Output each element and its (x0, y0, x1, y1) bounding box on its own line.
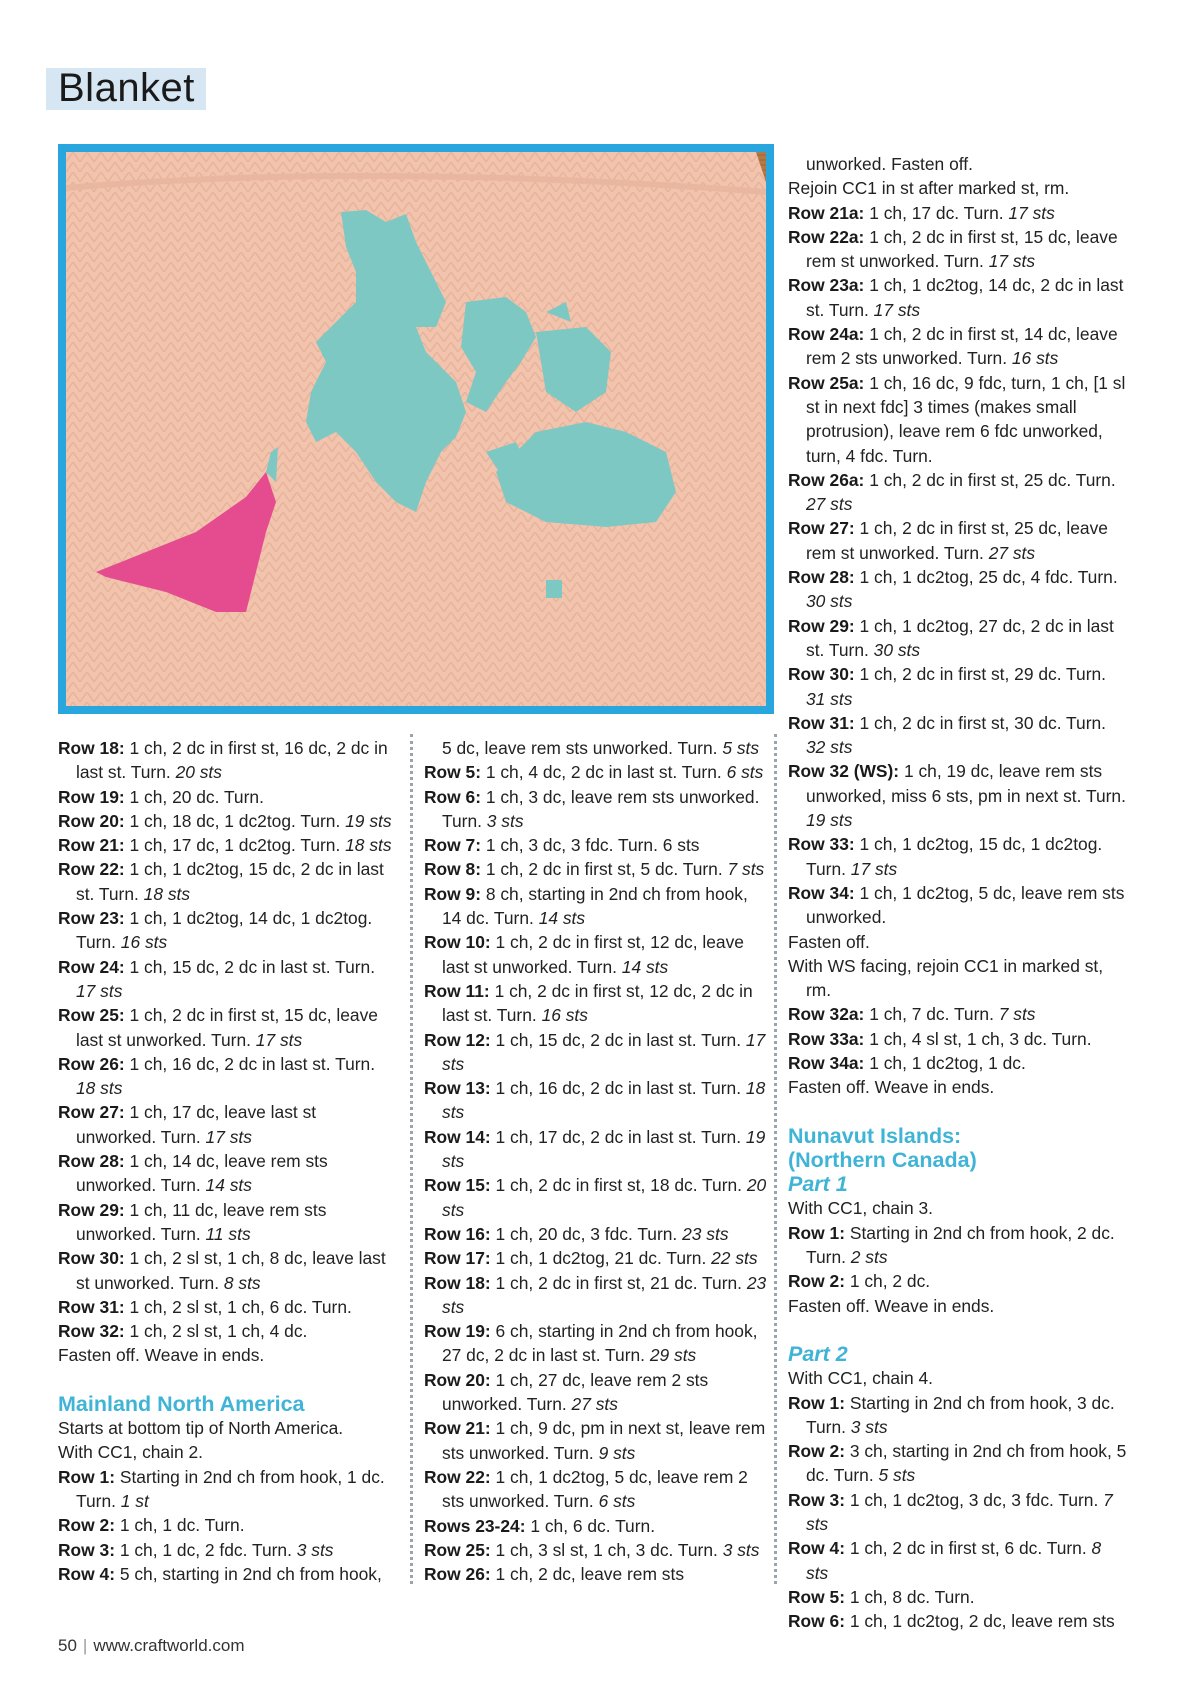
instruction-row (788, 1439, 1128, 1488)
fasten-text: Fasten off. Weave in ends. (788, 1295, 995, 1316)
intro-text: With CC1, chain 3. (788, 1198, 933, 1219)
stitch-count: 17 sts (988, 251, 1036, 272)
row-text: 1 ch, 18 dc, 1 dc2tog. Turn. (129, 810, 341, 831)
row-label: Row 30: (788, 664, 855, 685)
row-label: Row 27: (788, 518, 855, 539)
row-label: Row 19: (58, 786, 125, 807)
row-text: 1 ch, 2 dc in first st, 14 dc, leave rem 2 sts unworked. Turn. (806, 324, 1118, 369)
stitch-count: 18 sts (442, 1078, 766, 1123)
page-title: Blanket (58, 66, 195, 110)
instruction-row (58, 1538, 398, 1562)
row-text: 1 ch, 1 dc2tog, 27 dc, 2 dc in last st. Turn. (806, 615, 1114, 660)
row-label: Row 32: (58, 1321, 125, 1342)
instruction-row (788, 371, 1128, 468)
row-text: 1 ch, 4 sl st, 1 ch, 3 dc. Turn. (869, 1028, 1092, 1049)
stitch-count: 20 sts (175, 762, 222, 783)
stitch-count: 30 sts (873, 639, 921, 660)
instruction-row (58, 857, 398, 906)
row-label: Row 11: (424, 980, 490, 1001)
column-2 (424, 736, 768, 1586)
row-text: 3 ch, starting in 2nd ch from hook, 5 dc. Turn. (806, 1441, 1127, 1486)
row-text: 1 ch, 16 dc, 2 dc in last st. Turn. (129, 1053, 376, 1074)
row-label: Row 27: (58, 1102, 125, 1123)
row-label: Row 26: (58, 1053, 125, 1074)
row-text: 1 ch, 1 dc2tog, 2 dc, leave rem sts (849, 1611, 1115, 1632)
row-label: Row 30: (58, 1248, 125, 1269)
instruction-row (58, 1465, 398, 1514)
row-text: 1 ch, 1 dc2tog, 15 dc, 2 dc in last st. Turn. (76, 859, 384, 904)
row-label: Row 18: (58, 738, 125, 758)
row-text: 1 ch, 17 dc, 2 dc in last st. Turn. (495, 1126, 742, 1147)
continuation-text: 5 dc, leave rem sts unworked. Turn. 5 sts (442, 738, 760, 758)
instruction-row (424, 1538, 768, 1562)
stitch-count: 3 sts (722, 1539, 760, 1560)
row-label: Row 12: (424, 1029, 491, 1050)
row-text: 1 ch, 3 dc, 3 fdc. Turn. 6 sts (485, 835, 700, 856)
row-label: Row 20: (58, 810, 125, 831)
row-text: 1 ch, 2 dc in first st, 16 dc, 2 dc in last st. Turn. (76, 738, 388, 783)
row-text: 1 ch, 2 dc. (849, 1271, 931, 1292)
row-label: Row 22a: (788, 226, 865, 247)
column-divider (410, 734, 413, 1584)
rejoin-text: Rejoin CC1 in st after marked st, rm. (788, 178, 1070, 199)
instruction-row (788, 1051, 1128, 1075)
row-text: 1 ch, 1 dc2tog, 21 dc. Turn. (495, 1248, 707, 1269)
row-label: Row 15: (424, 1175, 491, 1196)
row-label: Row 7: (424, 835, 482, 856)
row-label: Row 2: (788, 1271, 846, 1292)
row-text: 1 ch, 17 dc, 1 dc2tog. Turn. (129, 835, 341, 856)
stitch-count: 18 sts (76, 1078, 123, 1099)
column-divider (774, 734, 777, 1584)
row-text: 8 ch, starting in 2nd ch from hook, 14 dc. Turn. (442, 883, 748, 929)
row-label: Row 23: (58, 908, 125, 929)
part-1-heading: Part 1 (788, 1172, 848, 1197)
row-text: 1 ch, 2 dc, leave rem sts (495, 1564, 685, 1585)
instruction-row (58, 1319, 398, 1343)
instruction-row (58, 906, 398, 955)
row-label: Row 1: (788, 1392, 846, 1413)
row-text: 1 ch, 1 dc2tog, 5 dc, leave rem 2 sts unworked. Turn. (442, 1466, 748, 1512)
instruction-row (58, 1295, 398, 1319)
stitch-count: 3 sts (486, 810, 524, 831)
row-label: Row 34: (788, 882, 855, 903)
instruction-row (788, 1585, 1128, 1609)
row-label: Row 10: (424, 932, 491, 953)
row-label: Row 18: (424, 1272, 491, 1293)
row-label: Row 2: (58, 1515, 116, 1536)
row-label: Row 16: (424, 1223, 491, 1244)
row-text: 1 ch, 17 dc, leave last st unworked. Turn. (76, 1102, 317, 1147)
section-nunavut-sub: (Northern Canada) (788, 1147, 977, 1172)
instruction-row (788, 614, 1128, 663)
instruction-row (424, 1028, 768, 1077)
row-text: 1 ch, 2 sl st, 1 ch, 6 dc. Turn. (129, 1296, 352, 1317)
row-text: Starting in 2nd ch from hook, 1 dc. Turn. (76, 1466, 385, 1511)
row-label: Row 4: (788, 1538, 846, 1559)
instruction-row (58, 1052, 398, 1101)
section-nunavut: Nunavut Islands: (788, 1123, 962, 1148)
row-text: 1 ch, 3 dc, leave rem sts unworked. Turn. (442, 786, 760, 831)
stitch-count: 17 sts (850, 858, 898, 879)
intro-text: With CC1, chain 2. (58, 1442, 203, 1463)
instruction-row (424, 833, 768, 857)
instruction-row (424, 1562, 768, 1586)
instruction-row (788, 273, 1128, 322)
row-label: Row 33a: (788, 1028, 865, 1049)
row-text: 1 ch, 16 dc, 9 fdc, turn, 1 ch, [1 sl st in next fdc] 3 times (makes small protrusion), leave rem 6 fdc unworked, turn, 4 fdc. Turn. (806, 372, 1126, 466)
stitch-count: 17 sts (442, 1029, 766, 1074)
instruction-row (424, 760, 768, 784)
row-label: Row 17: (424, 1248, 491, 1269)
instruction-row (424, 979, 768, 1028)
row-label: Row 23a: (788, 275, 865, 296)
row-label: Row 29: (58, 1199, 125, 1220)
instruction-row (424, 1416, 768, 1465)
stitch-count: 14 sts (621, 956, 669, 977)
instruction-row (788, 1488, 1128, 1537)
column-1 (58, 736, 398, 1586)
stitch-count: 18 sts (143, 883, 191, 904)
fasten-text: Fasten off. Weave in ends. (58, 1345, 265, 1366)
instruction-row (788, 1536, 1128, 1585)
row-label: Rows 23-24: (424, 1515, 526, 1536)
row-label: Row 1: (58, 1466, 116, 1487)
instruction-row (424, 1246, 768, 1270)
intro-text: Starts at bottom tip of North America. (58, 1418, 344, 1439)
instruction-row (58, 1003, 398, 1052)
row-label: Row 22: (58, 859, 125, 880)
row-text: 1 ch, 14 dc, leave rem sts unworked. Turn. (76, 1151, 328, 1196)
section-mainland: Mainland North America (58, 1391, 305, 1416)
stitch-count: 6 sts (598, 1491, 636, 1512)
instruction-row (788, 1027, 1128, 1051)
stitch-count: 7 sts (727, 859, 765, 880)
stitch-count: 23 sts (682, 1223, 729, 1244)
row-text: 1 ch, 2 dc in first st, 29 dc. Turn. (859, 664, 1107, 685)
instruction-row (58, 955, 398, 1004)
instruction-row (58, 1562, 398, 1586)
row-label: Row 28: (58, 1151, 125, 1172)
instruction-row (788, 1609, 1128, 1633)
instruction-row (424, 1076, 768, 1125)
stitch-count: 17 sts (205, 1126, 252, 1147)
stitch-count: 11 sts (205, 1223, 251, 1244)
stitch-count: 8 sts (806, 1538, 1102, 1583)
instruction-row (788, 1391, 1128, 1440)
instruction-row (58, 1246, 398, 1295)
page-number: 50 (58, 1636, 77, 1655)
row-label: Row 20: (424, 1369, 491, 1390)
instruction-row (788, 322, 1128, 371)
stitch-count: 16 sts (120, 932, 168, 953)
stitch-count: 16 sts (1011, 348, 1059, 369)
instruction-row (788, 1002, 1128, 1026)
instruction-row (58, 1149, 398, 1198)
stitch-count: 31 sts (806, 688, 853, 709)
row-label: Row 28: (788, 567, 855, 588)
blanket-photo (66, 152, 766, 706)
stitch-count: 8 sts (223, 1272, 261, 1293)
stitch-count: 14 sts (538, 908, 586, 929)
instruction-row (424, 857, 768, 881)
instruction-row (424, 1514, 768, 1538)
instruction-row (58, 1198, 398, 1247)
stitch-count: 22 sts (711, 1248, 758, 1269)
stitch-count: 27 sts (806, 494, 853, 515)
row-label: Row 13: (424, 1078, 491, 1099)
row-label: Row 3: (58, 1539, 116, 1560)
stitch-count: 9 sts (598, 1442, 636, 1463)
stitch-count: 17 sts (873, 299, 921, 320)
row-label: Row 32a: (788, 1004, 865, 1025)
instruction-row (424, 1319, 768, 1368)
row-text: 1 ch, 2 sl st, 1 ch, 4 dc. (129, 1321, 308, 1342)
stitch-count: 16 sts (541, 1005, 588, 1026)
page-footer: 50 | www.craftworld.com (58, 1636, 245, 1655)
stitch-count: 14 sts (205, 1175, 252, 1196)
row-text: Starting in 2nd ch from hook, 3 dc. Turn. (806, 1392, 1115, 1437)
row-text: 1 ch, 1 dc, 2 fdc. Turn. (119, 1539, 292, 1560)
row-text: 1 ch, 11 dc, leave rem sts unworked. Turn. (76, 1199, 327, 1244)
row-text: 1 ch, 1 dc2tog, 5 dc, leave rem sts unworked. (806, 882, 1125, 928)
instruction-row (58, 809, 398, 833)
row-label: Row 21: (58, 835, 125, 856)
fasten-text: Fasten off. Weave in ends. (788, 1077, 995, 1098)
row-text: 1 ch, 27 dc, leave rem 2 sts unworked. Turn. (442, 1369, 709, 1415)
instruction-row (788, 711, 1128, 760)
row-text: 1 ch, 1 dc2tog, 3 dc, 3 fdc. Turn. (849, 1489, 1099, 1510)
ws-text: With WS facing, rejoin CC1 in marked st, rm. (788, 955, 1104, 1001)
instruction-row (424, 1222, 768, 1246)
row-label: Row 34a: (788, 1052, 865, 1073)
row-label: Row 29: (788, 615, 855, 636)
stitch-count: 27 sts (571, 1394, 618, 1415)
instruction-row (788, 201, 1128, 225)
row-text: 1 ch, 3 sl st, 1 ch, 3 dc. Turn. (495, 1539, 718, 1560)
instruction-row (788, 516, 1128, 565)
row-label: Row 6: (788, 1611, 846, 1632)
row-label: Row 19: (424, 1321, 491, 1342)
row-label: Row 4: (58, 1563, 116, 1584)
row-label: Row 25: (58, 1005, 125, 1026)
row-text: 1 ch, 2 dc in first st, 12 dc, 2 dc in last st. Turn. (442, 980, 753, 1026)
row-label: Row 32 (WS): (788, 761, 900, 782)
instruction-row (58, 1513, 398, 1537)
stitch-count: 19 sts (442, 1126, 766, 1172)
row-label: Row 24: (58, 956, 125, 977)
instruction-row (58, 736, 398, 785)
row-text: 1 ch, 9 dc, pm in next st, leave rem sts unworked. Turn. (442, 1418, 766, 1463)
fasten-text: Fasten off. (788, 931, 870, 952)
row-text: 1 ch, 2 dc in first st, 15 dc, leave rem st unworked. Turn. (806, 226, 1118, 272)
row-text: 1 ch, 4 dc, 2 dc in last st. Turn. (485, 762, 722, 783)
stitch-count: 3 sts (850, 1416, 888, 1437)
stitch-count: 17 sts (76, 980, 123, 1001)
row-label: Row 21a: (788, 202, 865, 223)
row-text: 1 ch, 2 dc in first st, 25 dc, leave rem st unworked. Turn. (806, 518, 1108, 563)
row-label: Row 25a: (788, 372, 865, 393)
row-text: 1 ch, 2 dc in first st, 15 dc, leave last st unworked. Turn. (76, 1005, 378, 1050)
stitch-count: 7 sts (998, 1004, 1036, 1025)
row-text: 1 ch, 19 dc, leave rem sts unworked, miss 6 sts, pm in next st. Turn. (806, 761, 1126, 806)
stitch-count: 20 sts (442, 1175, 767, 1220)
row-label: Row 5: (424, 762, 482, 783)
column-3 (788, 152, 1128, 1634)
row-text: 1 ch, 2 dc in first st, 12 dc, leave last st unworked. Turn. (442, 932, 744, 977)
row-label: Row 26: (424, 1564, 491, 1585)
website-link[interactable]: www.craftworld.com (93, 1636, 245, 1655)
row-text: 1 ch, 2 dc in first st, 25 dc. Turn. (869, 469, 1116, 490)
row-label: Row 33: (788, 834, 855, 855)
row-text: 1 ch, 2 dc in first st, 5 dc. Turn. (485, 859, 723, 880)
instruction-row (788, 759, 1128, 832)
instruction-row (424, 930, 768, 979)
instruction-row (58, 833, 398, 857)
instruction-row (424, 1465, 768, 1514)
row-label: Row 24a: (788, 324, 865, 345)
row-text: 1 ch, 2 dc in first st, 30 dc. Turn. (859, 712, 1107, 733)
row-text: 1 ch, 8 dc. Turn. (849, 1586, 975, 1607)
row-text: 6 ch, starting in 2nd ch from hook, 27 dc, 2 dc in last st. Turn. (442, 1321, 758, 1366)
row-text: 1 ch, 1 dc2tog, 14 dc, 1 dc2tog. Turn. (76, 908, 373, 953)
row-text: 1 ch, 2 dc in first st, 21 dc. Turn. (495, 1272, 743, 1293)
row-label: Row 21: (424, 1418, 491, 1439)
row-label: Row 25: (424, 1539, 491, 1560)
stitch-count: 18 sts (345, 835, 392, 856)
instruction-row (424, 785, 768, 834)
instruction-row (788, 881, 1128, 930)
row-text: 1 ch, 15 dc, 2 dc in last st. Turn. (495, 1029, 742, 1050)
row-text: 1 ch, 20 dc. Turn. (129, 786, 264, 807)
row-label: Row 22: (424, 1466, 491, 1487)
row-text: 5 ch, starting in 2nd ch from hook, (119, 1563, 382, 1584)
instruction-row (424, 1173, 768, 1222)
row-text: 1 ch, 1 dc2tog, 1 dc. (869, 1052, 1026, 1073)
stitch-count: 23 sts (442, 1272, 767, 1317)
row-label: Row 26a: (788, 469, 865, 490)
instruction-row (788, 662, 1128, 711)
instruction-row (788, 1269, 1128, 1293)
row-label: Row 3: (788, 1489, 846, 1510)
row-text: 1 ch, 2 dc in first st, 18 dc. Turn. (495, 1175, 743, 1196)
row-text: 1 ch, 20 dc, 3 fdc. Turn. (495, 1223, 678, 1244)
stitch-count: 3 sts (296, 1539, 334, 1560)
row-text: 1 ch, 16 dc, 2 dc in last st. Turn. (495, 1078, 742, 1099)
stitch-count: 29 sts (649, 1345, 697, 1366)
row-text: 1 ch, 1 dc2tog, 15 dc, 1 dc2tog. Turn. (806, 834, 1103, 879)
instruction-row (424, 882, 768, 931)
continuation-text: unworked. Fasten off. (806, 154, 973, 174)
row-text: 1 ch, 7 dc. Turn. (869, 1004, 994, 1025)
stitch-count: 5 sts (878, 1465, 916, 1486)
stitch-count: 17 sts (1008, 202, 1055, 223)
row-label: Row 8: (424, 859, 482, 880)
instruction-row (788, 832, 1128, 881)
row-label: Row 6: (424, 786, 482, 807)
stitch-count: 2 sts (850, 1247, 888, 1268)
row-text: 1 ch, 2 sl st, 1 ch, 8 dc, leave last st unworked. Turn. (76, 1248, 386, 1293)
row-text: 1 ch, 6 dc. Turn. (530, 1515, 656, 1536)
stitch-count: 6 sts (726, 762, 764, 783)
stitch-count: 32 sts (806, 737, 853, 758)
stitch-count: 27 sts (988, 542, 1036, 563)
stitch-count: 7 sts (806, 1489, 1113, 1535)
instruction-row (424, 1125, 768, 1174)
row-label: Row 9: (424, 883, 482, 904)
row-text: 1 ch, 17 dc. Turn. (869, 202, 1004, 223)
row-label: Row 31: (58, 1296, 125, 1317)
stitch-count: 30 sts (806, 591, 853, 612)
row-label: Row 1: (788, 1222, 846, 1243)
row-label: Row 14: (424, 1126, 491, 1147)
row-text: 1 ch, 1 dc2tog, 25 dc, 4 fdc. Turn. (859, 567, 1118, 588)
row-text: 1 ch, 1 dc. Turn. (119, 1515, 245, 1536)
part-2-heading: Part 2 (788, 1341, 848, 1366)
instruction-row (788, 565, 1128, 614)
instruction-row (58, 785, 398, 809)
row-text: 1 ch, 2 dc in first st, 6 dc. Turn. (849, 1538, 1087, 1559)
row-text: 1 ch, 15 dc, 2 dc in last st. Turn. (129, 956, 376, 977)
stitch-count: 1 st (120, 1490, 149, 1511)
instruction-row (424, 1368, 768, 1417)
instruction-row (788, 1221, 1128, 1270)
instruction-row (788, 225, 1128, 274)
stitch-count: 19 sts (345, 810, 392, 831)
row-label: Row 31: (788, 712, 855, 733)
intro-text: With CC1, chain 4. (788, 1368, 933, 1389)
instruction-row (58, 1100, 398, 1149)
stitch-count: 17 sts (255, 1029, 303, 1050)
row-label: Row 2: (788, 1441, 846, 1462)
row-label: Row 5: (788, 1586, 846, 1607)
stitch-count: 19 sts (806, 810, 853, 831)
instruction-row (788, 468, 1128, 517)
row-text: 1 ch, 1 dc2tog, 14 dc, 2 dc in last st. Turn. (806, 275, 1124, 320)
row-text: Starting in 2nd ch from hook, 2 dc. Turn. (806, 1222, 1115, 1268)
instruction-row (424, 1271, 768, 1320)
